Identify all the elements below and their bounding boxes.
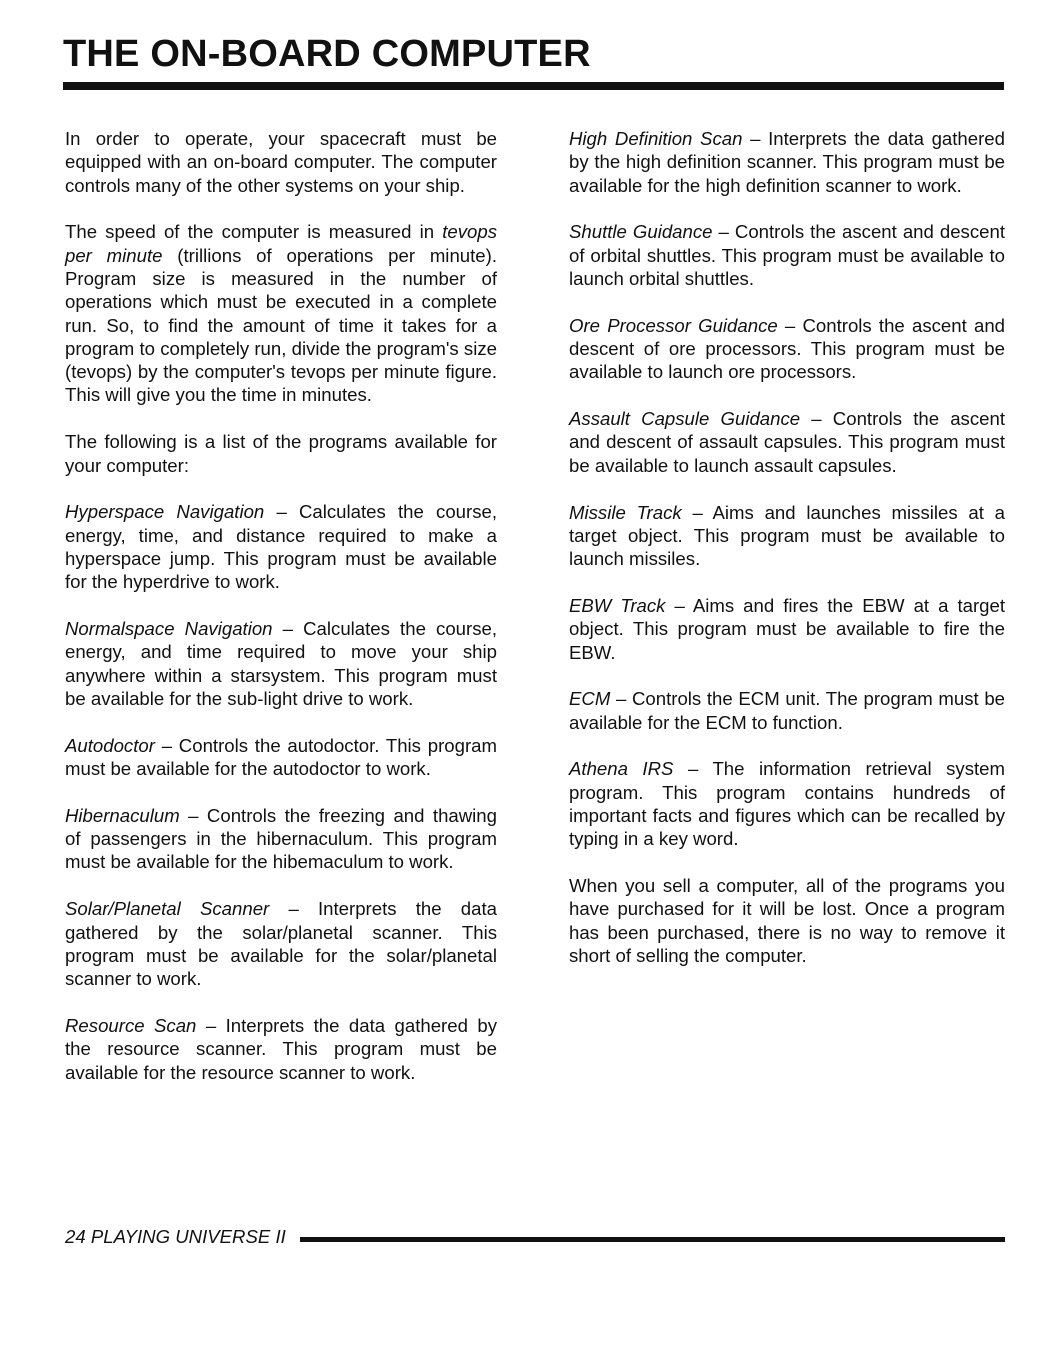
program-entry-missile-track [569,501,1005,571]
program-name: Athena IRS [569,758,674,780]
program-name: High Definition Scan [569,128,743,149]
program-entry-shuttle-guidance [569,220,1005,290]
program-entry-ecm [569,687,1005,734]
program-description: – Interprets the data gathered by the high definition scanner. This program must be available for the high definition scanner to work. [569,128,1005,196]
program-description: – Calculates the course, energy, time, and distance required to make a hyperspace jump. This program must be available for the hyperdrive to work. [65,501,497,593]
footer-rule [300,1237,1005,1242]
footer-page-label: 24 PLAYING UNIVERSE II [65,1226,286,1247]
program-entry-assault-capsule-guidance [569,407,1005,477]
program-name: Resource Scan [65,1014,197,1036]
program-description: – Controls the autodoctor. This program must be available for the autodoctor to work. [65,734,497,780]
tevops-term: tevops per minute [65,221,497,266]
program-entry-resource-scan [65,1014,497,1084]
program-name: Autodoctor [65,734,155,756]
program-description: – Controls the ascent and descent of orbital shuttles. This program must be available to launch orbital shuttles. [569,221,1005,289]
program-entry-high-definition-scan [569,127,1005,197]
program-description: – Interprets the data gathered by the solar/planetal scanner. This program must be available for the solar/planetal scanner to work. [65,898,497,990]
program-entry-autodoctor [65,734,497,781]
program-description: – Controls the ascent and descent of ore processors. This program must be available to launch ore processors. [569,314,1006,383]
program-description: – Controls the ECM unit. The program must be available for the ECM to function. [569,688,1005,733]
program-entry-ebw-track [569,594,1005,664]
intro-paragraph: In order to operate, your spacecraft must be equipped with an on-board computer. The computer controls many of the other systems on your ship. [65,128,497,196]
program-name: Solar/Planetal Scanner [65,898,270,920]
page-footer [65,1225,1005,1249]
program-description: – Aims and launches missiles at a target object. This program must be available to launch missiles. [569,501,1005,570]
program-description: – Interprets the data gathered by the resource scanner. This program must be available for the resource scanner to work. [65,1014,497,1083]
list-intro-paragraph: The following is a list of the programs available for your computer: [65,431,497,476]
program-entry-athena-irs [569,757,1005,850]
right-column [569,127,1005,991]
program-description: – Controls the ascent and descent of assault capsules. This program must be available to launch assault capsules. [569,408,1005,476]
program-entry-solar-planetal-scanner [65,897,497,990]
program-entry-hibernaculum [65,804,497,874]
program-description: – Calculates the course, energy, and time required to move your ship anywhere within a starsystem. This program must be available for the sub-light drive to work. [65,618,498,709]
speed-paragraph [65,220,497,406]
program-name: Missile Track [569,501,682,523]
program-name: Assault Capsule Guidance [569,408,801,430]
program-name: Ore Processor Guidance [569,314,778,336]
program-entry-hyperspace-navigation [65,500,497,593]
program-description: – Controls the freezing and thawing of passengers in the hibernaculum. This program must be available for the hibemaculum to work. [65,804,497,873]
left-column [65,127,497,1107]
program-name: Hyperspace Navigation [65,501,265,523]
speed-text-end: (trillions of operations per minute). Program size is measured in the number of operations which must be executed in a complete run. So, to find the amount of time it takes for a program to completely run, divide the program's size (tevops) by the computer's tevops per minute figure. This will give you the time in minutes. [65,244,497,406]
program-description: – Aims and fires the EBW at a target object. This program must be available to fire the EBW. [569,594,1006,663]
program-description: – The information retrieval system program. This program contains hundreds of important facts and figures which can be recalled by typing in a key word. [569,758,1006,850]
speed-text-start: The speed of the computer is measured in [65,221,443,243]
program-name: EBW Track [569,594,666,616]
title-rule [63,82,1004,90]
program-entry-ore-processor-guidance [569,314,1005,384]
program-name: Normalspace Navigation [65,618,273,640]
closing-paragraph: When you sell a computer, all of the programs you have purchased for it will be lost. Once a program has been purchased, there is no way to remove it short of selling the computer. [569,875,1005,967]
program-entry-normalspace-navigation [65,617,497,710]
program-name: Shuttle Guidance [569,221,713,243]
program-name: ECM [569,688,611,710]
page-title: THE ON-BOARD COMPUTER [63,33,591,75]
program-name: Hibernaculum [65,804,180,826]
